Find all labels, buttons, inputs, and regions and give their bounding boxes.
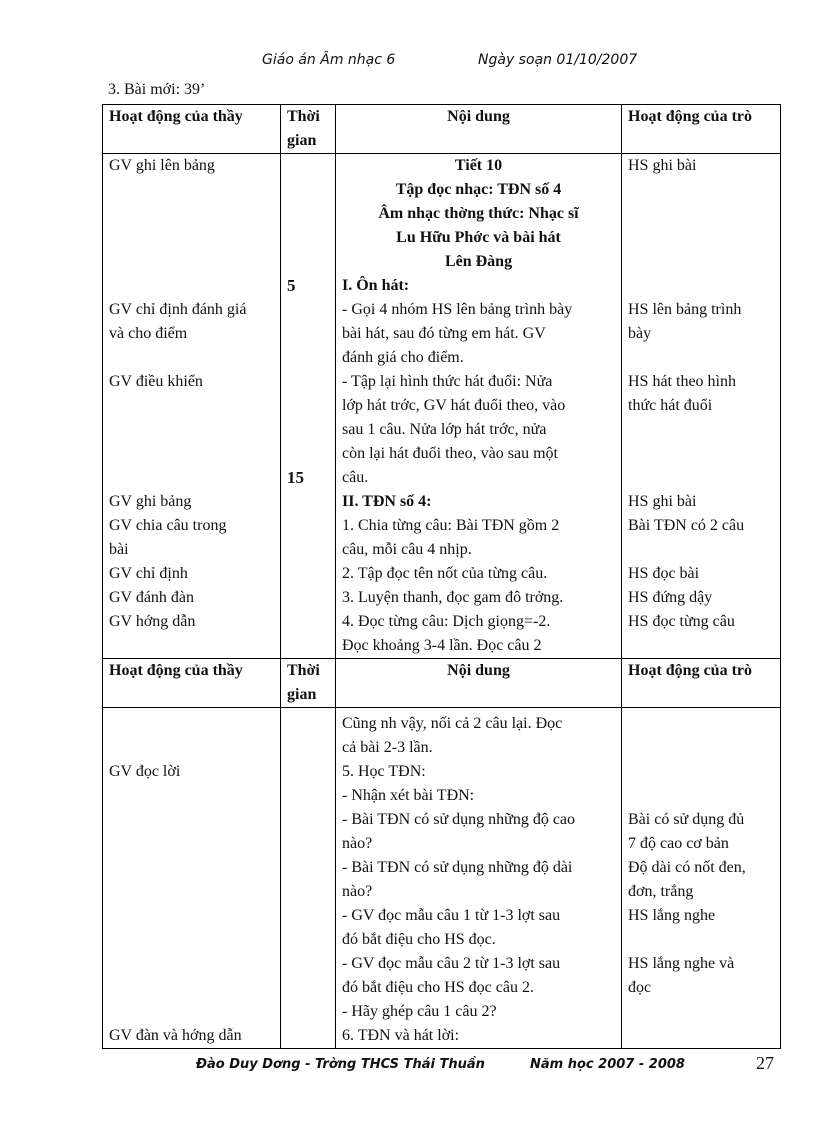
time-line: [287, 154, 329, 178]
teacher-line: [109, 442, 274, 466]
time-line: [287, 514, 329, 538]
teacher-line: [109, 856, 274, 880]
student-line: Bài TĐN có 2 câu: [628, 517, 745, 534]
time-value: 15: [287, 468, 304, 487]
content-line: - Hãy ghép câu 1 câu 2?: [342, 1003, 497, 1020]
footer-author: Đào Duy Dơng - Trờng THCS Thái Thuần: [196, 1057, 485, 1072]
teacher-line: [109, 832, 274, 856]
teacher-line: [109, 346, 274, 370]
teacher-line: GV đánh đàn: [109, 589, 195, 606]
page-number: 27: [756, 1053, 774, 1073]
student-line: [628, 634, 774, 658]
teacher-line: [109, 808, 274, 832]
time-line: [287, 562, 329, 586]
time-line: [287, 322, 329, 346]
student-line: [628, 250, 774, 274]
teacher-line: GV chỉ định: [109, 565, 188, 582]
time-header-line2: gian: [287, 132, 317, 149]
student-line: [628, 538, 774, 562]
teacher-line: [109, 736, 274, 760]
student-line: HS hát theo hình: [628, 373, 736, 390]
page-header: [0, 52, 816, 72]
content-line: nào?: [342, 883, 373, 900]
lesson-title: Lu Hữu Phớc và bài hát: [396, 229, 561, 246]
content-line: - Tập lại hình thức hát đuổi: Nửa: [342, 373, 553, 390]
block1-row: [103, 154, 781, 659]
student-line: [628, 418, 774, 442]
content-line: - GV đọc mẫu câu 2 từ 1-3 lợt sau: [342, 955, 561, 972]
student-line: Độ dài có nốt đen,: [628, 859, 746, 876]
teacher-line: [109, 250, 274, 274]
content-line: - Bài TĐN có sử dụng những độ dài: [342, 859, 573, 876]
col-student-header: Hoạt động của trò: [622, 105, 781, 154]
col-teacher-header: Hoạt động của thầy: [103, 105, 281, 154]
header-right: Ngày soạn 01/10/2007: [478, 52, 638, 68]
table-header-row-repeat: [103, 659, 781, 708]
time-header-line1: Thời: [287, 108, 320, 125]
teacher-line: [109, 202, 274, 226]
student-line: [628, 226, 774, 250]
section-heading: I. Ôn hát:: [342, 277, 410, 294]
lesson-title: Tiết 10: [454, 157, 503, 174]
student-line: HS đọc bài: [628, 565, 700, 582]
teacher-line: [109, 226, 274, 250]
block2-teacher: [103, 708, 281, 1049]
time-line: [287, 346, 329, 370]
student-line: [628, 442, 774, 466]
teacher-line: [109, 418, 274, 442]
time-line: [287, 586, 329, 610]
student-line: [628, 928, 774, 952]
teacher-line: GV ghi lên bảng: [109, 157, 215, 174]
col-time-header: [281, 105, 336, 154]
teacher-line: GV chia câu trong: [109, 517, 227, 534]
teacher-line: GV chỉ định đánh giá: [109, 301, 247, 318]
student-line: HS ghi bài: [628, 157, 697, 174]
content-line: 1. Chia từng câu: Bài TĐN gồm 2: [342, 517, 560, 534]
student-line: đơn, trắng: [628, 883, 694, 900]
teacher-line: [109, 466, 274, 490]
teacher-line: [109, 976, 274, 1000]
block1-time: [281, 154, 336, 659]
teacher-line: [109, 274, 274, 298]
student-line: [628, 784, 774, 808]
content-line: nào?: [342, 835, 373, 852]
table-header-row: [103, 105, 781, 154]
time-line: [287, 370, 329, 394]
student-line: Bài có sử dụng đủ: [628, 811, 745, 828]
student-line: HS ghi bài: [628, 493, 697, 510]
teacher-line: và cho điểm: [109, 325, 188, 342]
time-header-line1: Thời: [287, 662, 320, 679]
col-content-header: Nội dung: [336, 659, 622, 708]
block2-student: [622, 708, 781, 1049]
content-line: lớp hát trớc, GV hát đuổi theo, vào: [342, 397, 566, 414]
content-line: - Bài TĐN có sử dụng những độ cao: [342, 811, 576, 828]
teacher-line: [109, 928, 274, 952]
student-line: HS lắng nghe và: [628, 955, 735, 972]
time-line: [287, 538, 329, 562]
student-line: đọc: [628, 979, 652, 996]
time-header-line2: gian: [287, 686, 317, 703]
student-line: [628, 712, 774, 736]
col-time-header: [281, 659, 336, 708]
student-line: bày: [628, 325, 652, 342]
teacher-line: [109, 784, 274, 808]
content-line: - Nhận xét bài TĐN:: [342, 787, 475, 804]
student-line: [628, 760, 774, 784]
content-line: đó bắt điệu cho HS đọc câu 2.: [342, 979, 534, 996]
content-line: bài hát, sau đó từng em hát. GV: [342, 325, 546, 342]
page-footer: [0, 1053, 816, 1077]
lesson-title: Lên Đàng: [444, 253, 513, 270]
student-line: [628, 202, 774, 226]
teacher-line: [109, 712, 274, 736]
teacher-line: [109, 634, 274, 658]
time-line: [287, 226, 329, 250]
time-line: [287, 298, 329, 322]
content-line: 3. Luyện thanh, đọc gam đô trởng.: [342, 589, 564, 606]
col-student-header: Hoạt động của trò: [622, 659, 781, 708]
content-line: 5. Học TĐN:: [342, 763, 426, 780]
content-line: - Gọi 4 nhóm HS lên bảng trình bày: [342, 301, 573, 318]
content-line: 2. Tập đọc tên nốt của từng câu.: [342, 565, 548, 582]
content-line: sau 1 câu. Nửa lớp hát trớc, nửa: [342, 421, 547, 438]
section-title: 3. Bài mới: 39’: [108, 81, 206, 98]
content-line: Cũng nh vậy, nối cả 2 câu lại. Đọc: [342, 715, 563, 732]
col-content-header: Nội dung: [336, 105, 622, 154]
time-line: [287, 202, 329, 226]
block1-student: [622, 154, 781, 659]
time-line: [287, 610, 329, 634]
teacher-line: [109, 904, 274, 928]
student-line: HS lên bảng trình: [628, 301, 742, 318]
lesson-title: Âm nhạc thờng thức: Nhạc sĩ: [378, 205, 579, 222]
time-line: [287, 394, 329, 418]
student-line: HS đứng dậy: [628, 589, 713, 606]
lesson-table: [102, 104, 781, 1049]
block2-time: [281, 708, 336, 1049]
content-line: cả bài 2-3 lần.: [342, 739, 433, 756]
time-line: [287, 490, 329, 514]
student-line: [628, 736, 774, 760]
student-line: [628, 274, 774, 298]
teacher-line: GV đàn và hớng dẫn: [109, 1027, 242, 1044]
student-line: thức hát đuổi: [628, 397, 713, 414]
student-line: [628, 466, 774, 490]
teacher-line: GV đọc lời: [109, 763, 181, 780]
block2-row: [103, 708, 781, 1049]
student-line: HS lắng nghe: [628, 907, 716, 924]
teacher-line: GV hớng dẫn: [109, 613, 196, 630]
student-line: [628, 346, 774, 370]
block2-content: [336, 708, 622, 1049]
footer-year: Năm học 2007 - 2008: [530, 1057, 685, 1072]
time-line: [287, 634, 329, 658]
content-line: câu.: [342, 469, 369, 486]
time-line: [287, 178, 329, 202]
content-line: 6. TĐN và hát lời:: [342, 1027, 460, 1044]
student-line: HS đọc từng câu: [628, 613, 735, 630]
content-line: còn lại hát đuổi theo, vào sau một: [342, 445, 558, 462]
time-line: [287, 418, 329, 442]
content-line: Đọc khoảng 3-4 lần. Đọc câu 2: [342, 637, 542, 654]
content-line: - GV đọc mẫu câu 1 từ 1-3 lợt sau: [342, 907, 561, 924]
student-line: [628, 178, 774, 202]
teacher-line: [109, 880, 274, 904]
block1-content: [336, 154, 622, 659]
content-line: 4. Đọc từng câu: Dịch giọng=-2.: [342, 613, 551, 630]
time-line: [287, 250, 329, 274]
student-line: 7 độ cao cơ bản: [628, 835, 729, 852]
col-teacher-header: Hoạt động của thầy: [103, 659, 281, 708]
teacher-line: bài: [109, 541, 129, 558]
teacher-line: [109, 1000, 274, 1024]
teacher-line: [109, 178, 274, 202]
time-line: [287, 442, 329, 466]
content-line: đó bắt điệu cho HS đọc.: [342, 931, 496, 948]
section-heading: II. TĐN số 4:: [342, 493, 432, 510]
teacher-line: [109, 952, 274, 976]
content-line: đánh giá cho điểm.: [342, 349, 464, 366]
teacher-line: GV điều khiển: [109, 373, 203, 390]
time-value: 5: [287, 276, 296, 295]
lesson-title: Tập đọc nhạc: TĐN số 4: [395, 181, 562, 198]
teacher-line: [109, 394, 274, 418]
teacher-line: GV ghi bảng: [109, 493, 192, 510]
block1-teacher: [103, 154, 281, 659]
content-line: câu, mỗi câu 4 nhịp.: [342, 541, 472, 558]
header-left: Giáo án Âm nhạc 6: [262, 52, 396, 68]
